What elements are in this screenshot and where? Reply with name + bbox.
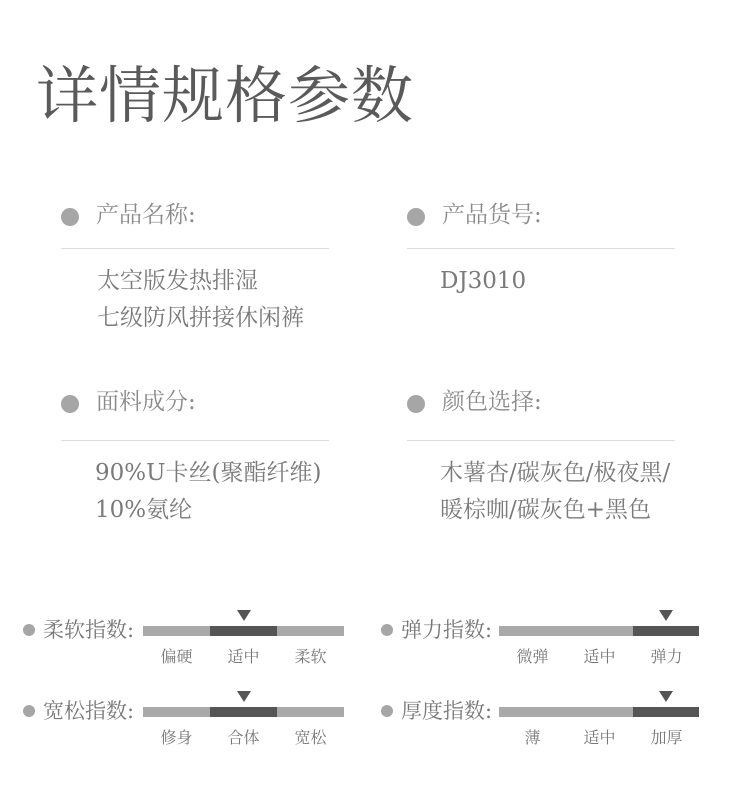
spec-value-line: 90%U卡丝(聚酯纤维) (95, 460, 322, 486)
index-scale-bar (499, 707, 699, 747)
index-softness (23, 615, 353, 685)
spec-label: 产品名称: (96, 202, 196, 228)
index-label: 弹力指数: (401, 618, 493, 642)
spec-label: 产品货号: (442, 202, 542, 228)
bullet-dot (407, 395, 425, 413)
index-label: 厚度指数: (401, 699, 493, 723)
scale-segment-1 (566, 626, 633, 636)
spec-value (440, 455, 670, 529)
spec-value (97, 263, 304, 337)
bullet-dot (381, 705, 393, 717)
spec-value-line: 暖棕咖/碳灰色+黑色 (440, 497, 652, 523)
spec-fabric (61, 387, 331, 523)
scale-tick: 薄 (524, 728, 541, 747)
scale-segment-0 (143, 626, 210, 636)
index-fit (23, 696, 353, 766)
selection-marker-icon (659, 610, 673, 621)
scale-tick: 宽松 (294, 728, 327, 747)
spec-label: 面料成分: (96, 389, 196, 415)
scale-tick: 微弹 (516, 647, 549, 666)
index-elasticity (381, 615, 711, 685)
selection-marker-icon (659, 691, 673, 702)
spec-product-code (407, 200, 677, 294)
scale-tick: 偏硬 (160, 647, 193, 666)
bullet-dot (61, 208, 79, 226)
scale-tick: 加厚 (650, 728, 683, 747)
bullet-dot (23, 624, 35, 636)
divider (407, 440, 675, 441)
scale-segment-2 (633, 707, 699, 717)
scale-tick: 柔软 (294, 647, 327, 666)
selection-marker-icon (237, 610, 251, 621)
page-title: 详情规格参数 (36, 59, 415, 132)
scale-tick: 修身 (160, 728, 193, 747)
divider (61, 440, 329, 441)
selection-marker-icon (237, 691, 251, 702)
index-label: 宽松指数: (43, 699, 135, 723)
spec-color (407, 387, 677, 523)
bullet-dot (61, 395, 79, 413)
index-thickness (381, 696, 711, 766)
index-scale-bar (143, 707, 344, 747)
bullet-dot (407, 208, 425, 226)
spec-product-name (61, 200, 331, 331)
scale-segment-2 (277, 707, 344, 717)
scale-tick: 适中 (583, 647, 616, 666)
scale-segment-2 (277, 626, 344, 636)
spec-value-line: 七级防风拼接休闲裤 (97, 305, 304, 331)
spec-value-line: 太空版发热排湿 (97, 268, 258, 294)
bullet-dot (381, 624, 393, 636)
scale-tick: 弹力 (650, 647, 683, 666)
scale-tick: 合体 (227, 728, 260, 747)
spec-label: 颜色选择: (442, 389, 542, 415)
spec-value-line: 10%氨纶 (95, 497, 193, 523)
scale-tick: 适中 (227, 647, 260, 666)
divider (407, 248, 675, 249)
spec-value-line: 木薯杏/碳灰色/极夜黑/ (440, 460, 671, 486)
scale-segment-0 (499, 626, 566, 636)
scale-segment-1 (210, 707, 277, 717)
spec-value-line: DJ3010 (440, 268, 527, 294)
scale-segment-1 (210, 626, 277, 636)
spec-value (95, 455, 321, 529)
index-label: 柔软指数: (43, 618, 135, 642)
scale-segment-0 (143, 707, 210, 717)
divider (61, 248, 329, 249)
scale-tick: 适中 (583, 728, 616, 747)
index-scale-bar (499, 626, 699, 666)
bullet-dot (23, 705, 35, 717)
spec-value (440, 263, 526, 300)
scale-segment-2 (633, 626, 699, 636)
index-scale-bar (143, 626, 344, 666)
scale-segment-1 (566, 707, 633, 717)
scale-segment-0 (499, 707, 566, 717)
